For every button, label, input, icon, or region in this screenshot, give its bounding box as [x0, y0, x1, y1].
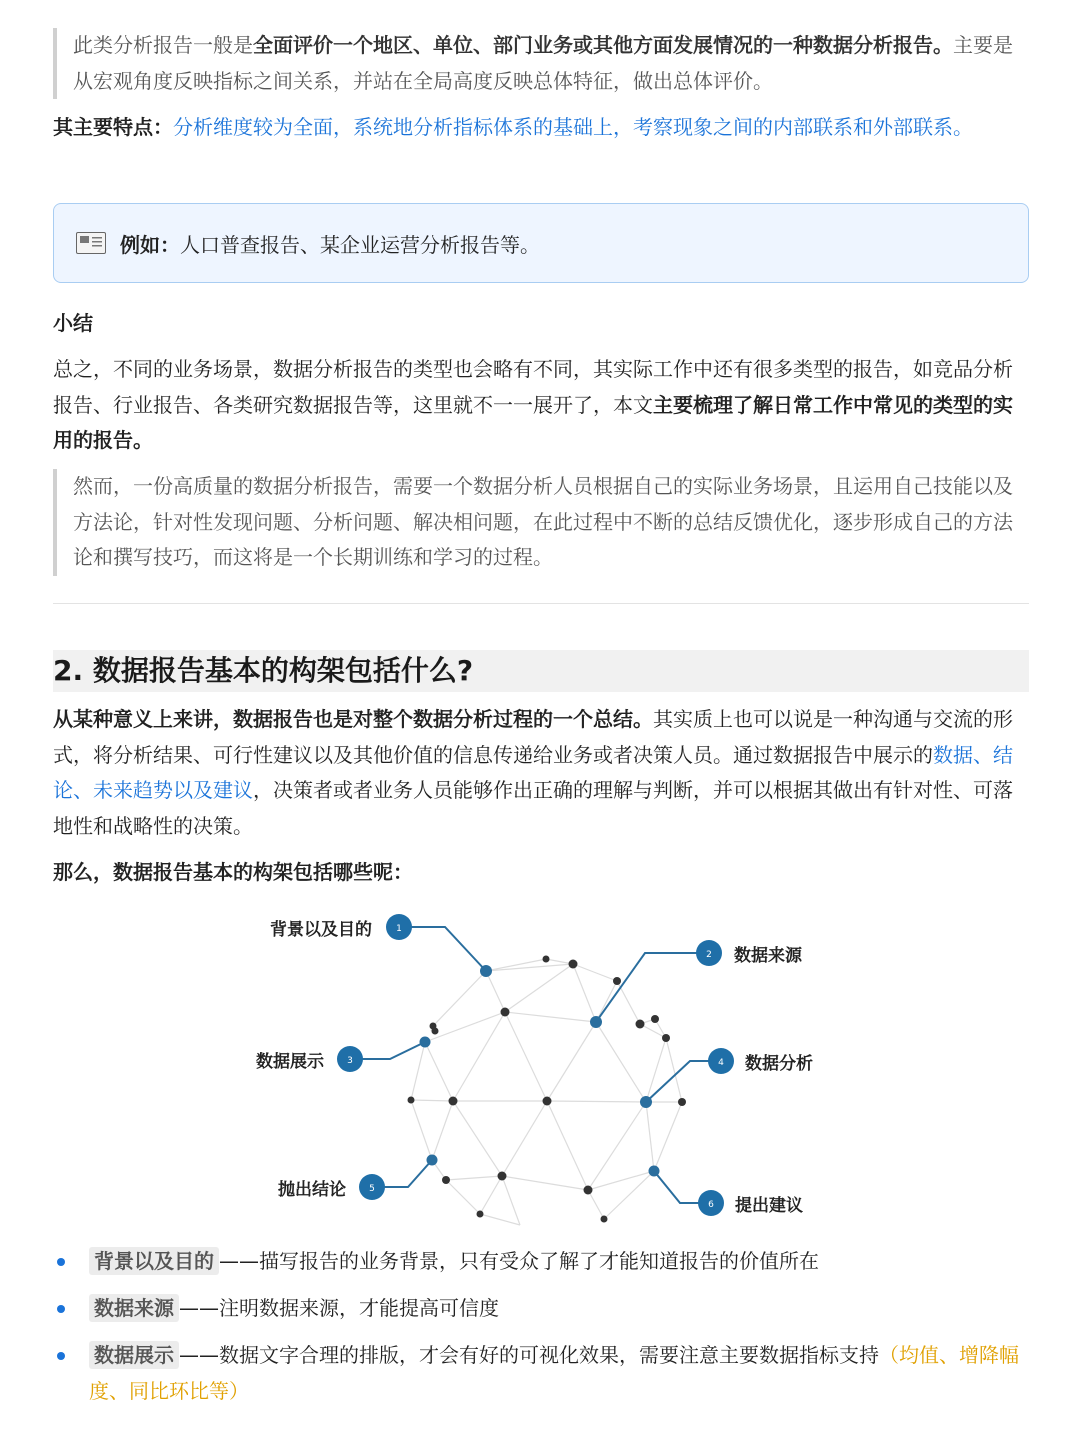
anchor-dots [420, 965, 660, 1177]
node-number: 2 [706, 950, 712, 960]
features-paragraph [53, 110, 1029, 146]
network-edges [411, 959, 682, 1225]
list-item-highlight: （均值、增降幅度、同比环比等） [89, 1343, 1019, 1403]
reflection-quote: 然而，一份高质量的数据分析报告，需要一个数据分析人员根据自己的实际业务场景，且运用自己技能以及方法论，针对性发现问题、分析问题、解决相问题，在此过程中不断的总结反馈优化，逐步形成自己的方法论和撰写技巧，而这将是一个长期训练和学习的过程。 [53, 469, 1029, 576]
node-label: 数据来源 [734, 946, 802, 966]
node-label: 抛出结论 [278, 1180, 346, 1200]
list-item-tag: 数据来源 [89, 1294, 179, 1322]
framework-lead: 那么，数据报告基本的构架包括哪些呢： [53, 860, 413, 884]
callout-text: 人口普查报告、某企业运营分析报告等。 [180, 232, 540, 257]
node-label: 提出建议 [735, 1196, 803, 1216]
features-label: 其主要特点： [53, 115, 173, 139]
summary-paragraph [53, 352, 1029, 459]
quote-bold-text: 全面评价一个地区、单位、部门业务或其他方面发展情况的一种数据分析报告。 [253, 33, 953, 57]
intro-quote [53, 28, 1029, 99]
diagram-node-5 [277, 1174, 385, 1200]
list-item-text: ——注明数据来源，才能提高可信度 [179, 1296, 499, 1320]
leader-lines [350, 927, 721, 1203]
example-callout [53, 203, 1029, 283]
quote-text-tail: 主要是从宏观角度反映指标之间关系，并站在全局高度反映总体特征，做出总体评价。 [73, 33, 1013, 93]
bullet-dot [57, 1305, 65, 1313]
callout-label: 例如： [120, 232, 180, 257]
node-number: 5 [369, 1184, 375, 1194]
list-item-tag: 数据展示 [89, 1341, 179, 1369]
framework-diagram [0, 900, 1080, 1230]
list-item-text: ——描写报告的业务背景，只有受众了解了才能知道报告的价值所在 [219, 1249, 819, 1273]
node-number: 1 [396, 924, 402, 934]
bullet-dot [57, 1258, 65, 1266]
section-heading: 2. 数据报告基本的构架包括什么? [53, 650, 1029, 692]
features-text: 分析维度较为全面，系统地分析指标体系的基础上，考察现象之间的内部联系和外部联系。 [173, 115, 973, 139]
bullet-dot [57, 1352, 65, 1360]
newspaper-icon [76, 232, 106, 254]
node-number: 4 [718, 1058, 724, 1068]
node-number: 3 [347, 1056, 353, 1066]
section-paragraph-text: 其实质上也可以说是一种沟通与交流的形式，将分析结果、可行性建议以及其他价值的信息传递给业务或者决策人员。通过数据报告中展示的 [53, 707, 1013, 767]
node-label: 背景以及目的 [270, 920, 372, 940]
section-paragraph-bold: 从某种意义上来讲，数据报告也是对整个数据分析过程的一个总结。 [53, 707, 653, 731]
diagram-node-6 [698, 1190, 803, 1216]
node-label: 数据分析 [745, 1054, 813, 1074]
summary-bold-text: 主要梳理了解日常工作中常见的类型的实用的报告。 [53, 392, 1013, 452]
node-label: 数据展示 [256, 1052, 324, 1072]
list-item-text: ——数据文字合理的排版，才会有好的可视化效果，需要注意主要数据指标支持 [179, 1343, 879, 1367]
node-number: 6 [708, 1200, 714, 1210]
quote-text: 此类分析报告一般是 [73, 33, 253, 57]
section-paragraph-tail: ，决策者或者业务人员能够作出正确的理解与判断，并可以根据其做出有针对性、可落地性和战略性的决策。 [53, 778, 1013, 838]
diagram-node-2 [696, 940, 803, 966]
diagram-node-1 [270, 914, 412, 940]
summary-text: 总之，不同的业务场景，数据分析报告的类型也会略有不同，其实际工作中还有很多类型的报告，如竞品分析报告、行业报告、各类研究数据报告等，这里就不一一展开了，本文 [53, 357, 1013, 417]
summary-heading: 小结 [53, 311, 93, 335]
section-paragraph-highlight: 数据、结论、未来趋势以及建议 [53, 742, 1013, 802]
section-paragraph [53, 702, 1029, 844]
diagram-node-4 [708, 1048, 813, 1074]
list-item-tag: 背景以及目的 [89, 1247, 219, 1275]
diagram-node-3 [256, 1046, 363, 1072]
section-divider [53, 603, 1029, 604]
